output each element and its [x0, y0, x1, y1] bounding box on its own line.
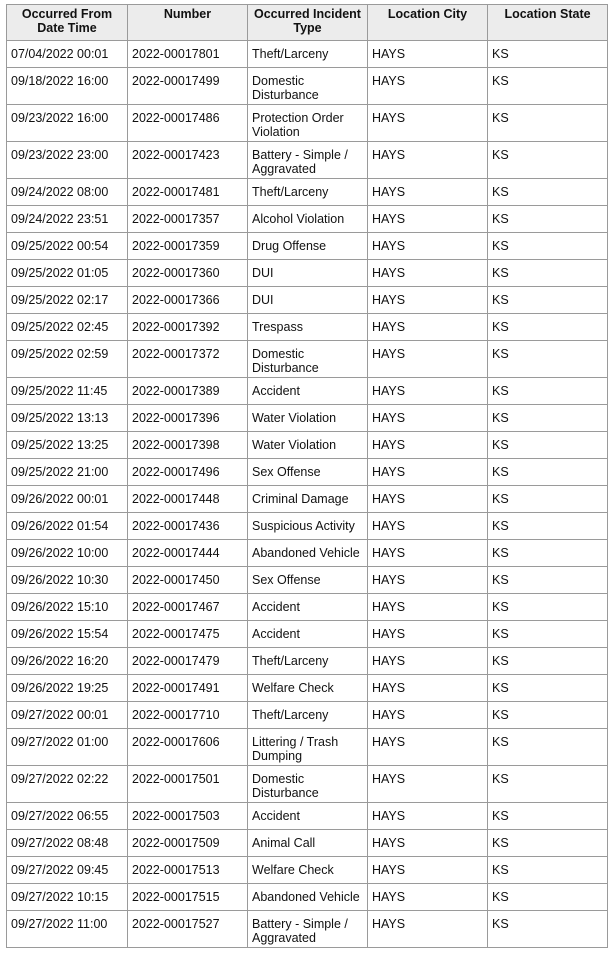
cell-location-city: HAYS: [368, 105, 488, 142]
table-row: [7, 803, 608, 830]
table-row: [7, 287, 608, 314]
cell-location-city: HAYS: [368, 341, 488, 378]
cell-incident-type: Theft/Larceny: [248, 702, 368, 729]
cell-number: 2022-00017486: [128, 105, 248, 142]
cell-date-time: 09/25/2022 13:13: [7, 405, 128, 432]
cell-location-state: KS: [488, 432, 608, 459]
cell-incident-type: Theft/Larceny: [248, 179, 368, 206]
cell-number: 2022-00017509: [128, 830, 248, 857]
cell-number: 2022-00017499: [128, 68, 248, 105]
cell-number: 2022-00017501: [128, 766, 248, 803]
cell-number: 2022-00017359: [128, 233, 248, 260]
cell-location-state: KS: [488, 486, 608, 513]
cell-date-time: 09/27/2022 00:01: [7, 702, 128, 729]
cell-number: 2022-00017606: [128, 729, 248, 766]
cell-incident-type: Drug Offense: [248, 233, 368, 260]
cell-number: 2022-00017503: [128, 803, 248, 830]
cell-number: 2022-00017450: [128, 567, 248, 594]
cell-location-city: HAYS: [368, 648, 488, 675]
cell-location-state: KS: [488, 675, 608, 702]
cell-incident-type: Suspicious Activity: [248, 513, 368, 540]
table-row: [7, 766, 608, 803]
table-row: [7, 233, 608, 260]
table-row: [7, 341, 608, 378]
cell-location-state: KS: [488, 830, 608, 857]
table-row: [7, 911, 608, 948]
cell-location-city: HAYS: [368, 459, 488, 486]
table-body: [7, 41, 608, 948]
table-row: [7, 513, 608, 540]
cell-location-state: KS: [488, 766, 608, 803]
column-header-incident-type: Occurred Incident Type: [248, 5, 368, 41]
table-row: [7, 729, 608, 766]
header-row: [7, 5, 608, 41]
cell-location-city: HAYS: [368, 513, 488, 540]
cell-number: 2022-00017448: [128, 486, 248, 513]
cell-location-city: HAYS: [368, 405, 488, 432]
table-row: [7, 260, 608, 287]
cell-location-state: KS: [488, 260, 608, 287]
cell-date-time: 09/24/2022 23:51: [7, 206, 128, 233]
cell-incident-type: Abandoned Vehicle: [248, 540, 368, 567]
cell-number: 2022-00017479: [128, 648, 248, 675]
cell-date-time: 09/27/2022 01:00: [7, 729, 128, 766]
cell-location-state: KS: [488, 41, 608, 68]
cell-number: 2022-00017398: [128, 432, 248, 459]
cell-date-time: 09/26/2022 15:10: [7, 594, 128, 621]
column-header-occurred-from: Occurred From Date Time: [7, 5, 128, 41]
table-row: [7, 648, 608, 675]
cell-date-time: 09/25/2022 01:05: [7, 260, 128, 287]
cell-date-time: 09/25/2022 13:25: [7, 432, 128, 459]
table-row: [7, 486, 608, 513]
cell-location-city: HAYS: [368, 142, 488, 179]
table-row: [7, 675, 608, 702]
table-row: [7, 621, 608, 648]
cell-location-city: HAYS: [368, 567, 488, 594]
cell-location-city: HAYS: [368, 621, 488, 648]
table-row: [7, 41, 608, 68]
cell-incident-type: Domestic Disturbance: [248, 68, 368, 105]
cell-location-city: HAYS: [368, 911, 488, 948]
cell-location-city: HAYS: [368, 675, 488, 702]
cell-date-time: 09/26/2022 10:30: [7, 567, 128, 594]
cell-location-city: HAYS: [368, 68, 488, 105]
cell-location-state: KS: [488, 105, 608, 142]
incident-table: [6, 4, 608, 948]
cell-incident-type: Protection Order Violation: [248, 105, 368, 142]
cell-location-state: KS: [488, 233, 608, 260]
cell-incident-type: Theft/Larceny: [248, 648, 368, 675]
cell-location-state: KS: [488, 567, 608, 594]
cell-number: 2022-00017491: [128, 675, 248, 702]
cell-location-state: KS: [488, 540, 608, 567]
table-row: [7, 314, 608, 341]
table-row: [7, 405, 608, 432]
cell-location-city: HAYS: [368, 233, 488, 260]
cell-incident-type: Alcohol Violation: [248, 206, 368, 233]
cell-number: 2022-00017372: [128, 341, 248, 378]
cell-location-city: HAYS: [368, 702, 488, 729]
cell-number: 2022-00017357: [128, 206, 248, 233]
table-row: [7, 206, 608, 233]
table-row: [7, 857, 608, 884]
cell-date-time: 09/26/2022 01:54: [7, 513, 128, 540]
cell-date-time: 09/26/2022 10:00: [7, 540, 128, 567]
table-row: [7, 179, 608, 206]
cell-date-time: 09/27/2022 11:00: [7, 911, 128, 948]
cell-incident-type: Littering / Trash Dumping: [248, 729, 368, 766]
table-row: [7, 68, 608, 105]
cell-number: 2022-00017467: [128, 594, 248, 621]
cell-date-time: 09/26/2022 19:25: [7, 675, 128, 702]
cell-date-time: 09/27/2022 02:22: [7, 766, 128, 803]
cell-incident-type: Welfare Check: [248, 675, 368, 702]
cell-number: 2022-00017360: [128, 260, 248, 287]
table-row: [7, 884, 608, 911]
cell-date-time: 09/25/2022 00:54: [7, 233, 128, 260]
cell-location-city: HAYS: [368, 594, 488, 621]
cell-location-city: HAYS: [368, 432, 488, 459]
cell-location-state: KS: [488, 314, 608, 341]
cell-incident-type: Accident: [248, 803, 368, 830]
table-row: [7, 567, 608, 594]
cell-incident-type: DUI: [248, 287, 368, 314]
cell-location-city: HAYS: [368, 803, 488, 830]
cell-number: 2022-00017801: [128, 41, 248, 68]
cell-date-time: 09/27/2022 06:55: [7, 803, 128, 830]
cell-date-time: 09/25/2022 02:45: [7, 314, 128, 341]
cell-location-state: KS: [488, 884, 608, 911]
table-row: [7, 378, 608, 405]
cell-date-time: 09/26/2022 16:20: [7, 648, 128, 675]
cell-location-state: KS: [488, 68, 608, 105]
table-row: [7, 702, 608, 729]
cell-incident-type: Welfare Check: [248, 857, 368, 884]
cell-location-state: KS: [488, 459, 608, 486]
cell-location-state: KS: [488, 378, 608, 405]
cell-number: 2022-00017513: [128, 857, 248, 884]
cell-location-city: HAYS: [368, 729, 488, 766]
cell-date-time: 09/25/2022 11:45: [7, 378, 128, 405]
table-row: [7, 594, 608, 621]
cell-location-state: KS: [488, 648, 608, 675]
cell-incident-type: Water Violation: [248, 432, 368, 459]
column-header-location-city: Location City: [368, 5, 488, 41]
cell-location-city: HAYS: [368, 179, 488, 206]
column-header-location-state: Location State: [488, 5, 608, 41]
cell-date-time: 09/27/2022 10:15: [7, 884, 128, 911]
cell-location-state: KS: [488, 911, 608, 948]
cell-location-city: HAYS: [368, 41, 488, 68]
cell-incident-type: Battery - Simple / Aggravated: [248, 911, 368, 948]
cell-location-city: HAYS: [368, 287, 488, 314]
cell-location-city: HAYS: [368, 766, 488, 803]
cell-incident-type: Accident: [248, 594, 368, 621]
cell-location-state: KS: [488, 142, 608, 179]
cell-number: 2022-00017475: [128, 621, 248, 648]
cell-number: 2022-00017392: [128, 314, 248, 341]
cell-location-city: HAYS: [368, 314, 488, 341]
cell-location-city: HAYS: [368, 540, 488, 567]
cell-location-state: KS: [488, 206, 608, 233]
cell-location-state: KS: [488, 287, 608, 314]
cell-location-city: HAYS: [368, 378, 488, 405]
cell-date-time: 09/25/2022 21:00: [7, 459, 128, 486]
cell-number: 2022-00017396: [128, 405, 248, 432]
cell-date-time: 07/04/2022 00:01: [7, 41, 128, 68]
cell-incident-type: Battery - Simple / Aggravated: [248, 142, 368, 179]
cell-number: 2022-00017444: [128, 540, 248, 567]
table-row: [7, 105, 608, 142]
cell-location-state: KS: [488, 857, 608, 884]
cell-location-state: KS: [488, 594, 608, 621]
cell-location-state: KS: [488, 405, 608, 432]
cell-location-city: HAYS: [368, 486, 488, 513]
cell-number: 2022-00017527: [128, 911, 248, 948]
cell-number: 2022-00017436: [128, 513, 248, 540]
cell-incident-type: Abandoned Vehicle: [248, 884, 368, 911]
cell-location-city: HAYS: [368, 884, 488, 911]
cell-incident-type: Water Violation: [248, 405, 368, 432]
cell-location-state: KS: [488, 702, 608, 729]
cell-number: 2022-00017423: [128, 142, 248, 179]
cell-date-time: 09/18/2022 16:00: [7, 68, 128, 105]
cell-location-state: KS: [488, 803, 608, 830]
cell-incident-type: Sex Offense: [248, 567, 368, 594]
cell-location-state: KS: [488, 341, 608, 378]
cell-incident-type: Trespass: [248, 314, 368, 341]
cell-date-time: 09/27/2022 08:48: [7, 830, 128, 857]
cell-location-city: HAYS: [368, 206, 488, 233]
cell-date-time: 09/25/2022 02:17: [7, 287, 128, 314]
cell-location-state: KS: [488, 513, 608, 540]
cell-date-time: 09/24/2022 08:00: [7, 179, 128, 206]
cell-number: 2022-00017496: [128, 459, 248, 486]
cell-number: 2022-00017389: [128, 378, 248, 405]
table-row: [7, 540, 608, 567]
cell-incident-type: Animal Call: [248, 830, 368, 857]
cell-date-time: 09/26/2022 00:01: [7, 486, 128, 513]
cell-location-city: HAYS: [368, 857, 488, 884]
cell-date-time: 09/26/2022 15:54: [7, 621, 128, 648]
table-row: [7, 142, 608, 179]
cell-date-time: 09/23/2022 16:00: [7, 105, 128, 142]
cell-incident-type: Domestic Disturbance: [248, 766, 368, 803]
cell-date-time: 09/25/2022 02:59: [7, 341, 128, 378]
cell-number: 2022-00017710: [128, 702, 248, 729]
cell-location-city: HAYS: [368, 260, 488, 287]
cell-number: 2022-00017366: [128, 287, 248, 314]
cell-date-time: 09/23/2022 23:00: [7, 142, 128, 179]
column-header-number: Number: [128, 5, 248, 41]
cell-location-state: KS: [488, 179, 608, 206]
cell-location-state: KS: [488, 729, 608, 766]
cell-location-city: HAYS: [368, 830, 488, 857]
cell-incident-type: Theft/Larceny: [248, 41, 368, 68]
cell-location-state: KS: [488, 621, 608, 648]
table-row: [7, 830, 608, 857]
table-row: [7, 432, 608, 459]
cell-number: 2022-00017481: [128, 179, 248, 206]
cell-incident-type: Accident: [248, 621, 368, 648]
cell-incident-type: Domestic Disturbance: [248, 341, 368, 378]
table-row: [7, 459, 608, 486]
cell-date-time: 09/27/2022 09:45: [7, 857, 128, 884]
cell-incident-type: Sex Offense: [248, 459, 368, 486]
cell-number: 2022-00017515: [128, 884, 248, 911]
cell-incident-type: Accident: [248, 378, 368, 405]
cell-incident-type: Criminal Damage: [248, 486, 368, 513]
cell-incident-type: DUI: [248, 260, 368, 287]
